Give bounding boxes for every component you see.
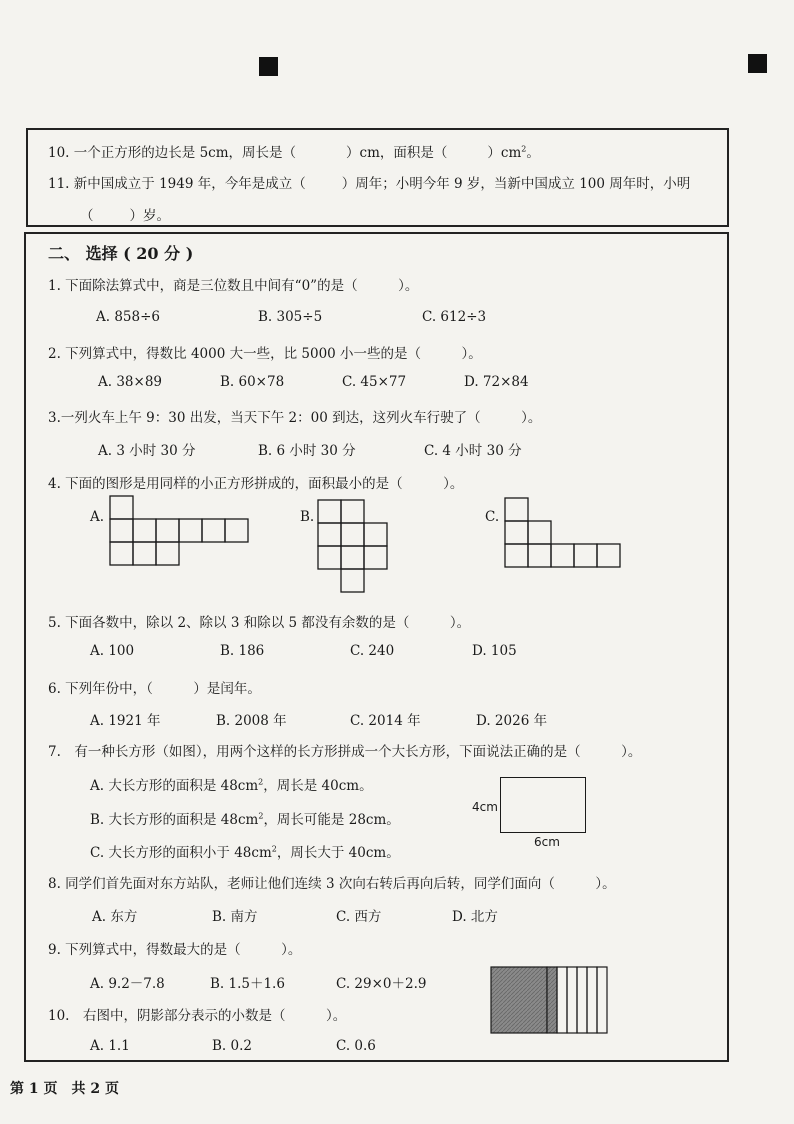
option-c[interactable]: C. 4 小时 30 分 (424, 443, 522, 459)
rectangle-figure (500, 777, 586, 833)
page-footer: 第 1 页 共 2 页 (10, 1081, 119, 1097)
option-b[interactable]: B. 大长方形的面积是 $48cm^2$，周长可能是 28cm。 (90, 811, 400, 828)
option-a[interactable]: A. 9.2－7.8 (90, 976, 165, 992)
question-stem: 5. 下面各数中，除以 2、除以 3 和除以 5 都没有余数的是（ ）。 (48, 615, 471, 631)
question-stem: 7. 有一种长方形（如图），用两个这样的长方形拼成一个大长方形，下面说法正确的是（ ）。 (48, 744, 642, 760)
option-c[interactable]: C. 612÷3 (422, 309, 487, 325)
rectangle-width-label: 6cm (534, 835, 560, 849)
question-stem: 3.一列火车上午 9：30 出发，当天下午 2：00 到达，这列火车行驶了（ ）。 (48, 410, 542, 426)
registration-marker-left (259, 57, 278, 76)
option-c[interactable]: C. (485, 509, 500, 525)
option-d[interactable]: D. 2026 年 (476, 713, 548, 729)
figure-b-squares (318, 500, 388, 595)
question-fill-10: 10. 一个正方形的边长是 5cm，周长是（ ）cm，面积是（ ）$cm^2$。 (48, 144, 540, 161)
option-a[interactable]: A. 38×89 (98, 374, 162, 390)
option-b[interactable]: B. 南方 (212, 909, 258, 925)
option-c[interactable]: C. 2014 年 (350, 713, 421, 729)
question-stem: 8. 同学们首先面对东方站队，老师让他们连续 3 次向右转后再向后转，同学们面向（ ）。 (48, 876, 616, 892)
option-c[interactable]: C. 45×77 (342, 374, 407, 390)
option-c[interactable]: C. 西方 (336, 909, 382, 925)
question-stem: 2. 下列算式中，得数比 4000 大一些，比 5000 小一些的是（ ）。 (48, 346, 482, 362)
decimal-shaded-figure (491, 967, 607, 1035)
question-fill-11-line1: 11. 新中国成立于 1949 年，今年是成立（ ）周年；小明今年 9 岁，当新中国成立 100 周年时，小明 (48, 176, 691, 192)
option-d[interactable]: D. 北方 (452, 909, 498, 925)
option-d[interactable]: D. 105 (472, 643, 517, 659)
option-a[interactable]: A. 东方 (92, 909, 138, 925)
section-title-choice: 二、 选择 ( 20 分 ) (48, 244, 194, 263)
figure-c-squares (505, 498, 625, 568)
question-fill-11-line2: （ ）岁。 (80, 208, 170, 224)
option-d[interactable]: D. 72×84 (464, 374, 529, 390)
option-a[interactable]: A. 3 小时 30 分 (98, 443, 196, 459)
option-c[interactable]: C. 0.6 (336, 1038, 376, 1054)
question-stem: 1. 下面除法算式中，商是三位数且中间有“0”的是（ ）。 (48, 278, 419, 294)
option-b[interactable]: B. 0.2 (212, 1038, 252, 1054)
option-c[interactable]: C. 29×0＋2.9 (336, 976, 427, 992)
option-a[interactable]: A. 大长方形的面积是 $48cm^2$，周长是 40cm。 (90, 777, 373, 794)
option-b[interactable]: B. 186 (220, 643, 265, 659)
option-b[interactable]: B. 1.5＋1.6 (210, 976, 285, 992)
registration-marker-right (748, 54, 767, 73)
option-b[interactable]: B. 305÷5 (258, 309, 323, 325)
option-a[interactable]: A. 1921 年 (90, 713, 161, 729)
option-a[interactable]: A. 858÷6 (96, 309, 160, 325)
question-stem: 9. 下列算式中，得数最大的是（ ）。 (48, 942, 302, 958)
option-b[interactable]: B. 6 小时 30 分 (258, 443, 356, 459)
figure-a-squares (110, 496, 250, 566)
option-a[interactable]: A. (90, 509, 105, 525)
option-a[interactable]: A. 1.1 (90, 1038, 130, 1054)
option-b[interactable]: B. 60×78 (220, 374, 285, 390)
option-c[interactable]: C. 大长方形的面积小于 $48cm^2$，周长大于 40cm。 (90, 844, 400, 861)
question-stem: 10. 右图中，阴影部分表示的小数是（ ）。 (48, 1008, 347, 1024)
option-b[interactable]: B. (300, 509, 315, 525)
option-b[interactable]: B. 2008 年 (216, 713, 287, 729)
question-stem: 4. 下面的图形是用同样的小正方形拼成的，面积最小的是（ ）。 (48, 476, 464, 492)
rectangle-height-label: 4cm (472, 800, 498, 814)
option-c[interactable]: C. 240 (350, 643, 395, 659)
option-a[interactable]: A. 100 (90, 643, 135, 659)
question-stem: 6. 下列年份中，（ ）是闰年。 (48, 681, 261, 697)
